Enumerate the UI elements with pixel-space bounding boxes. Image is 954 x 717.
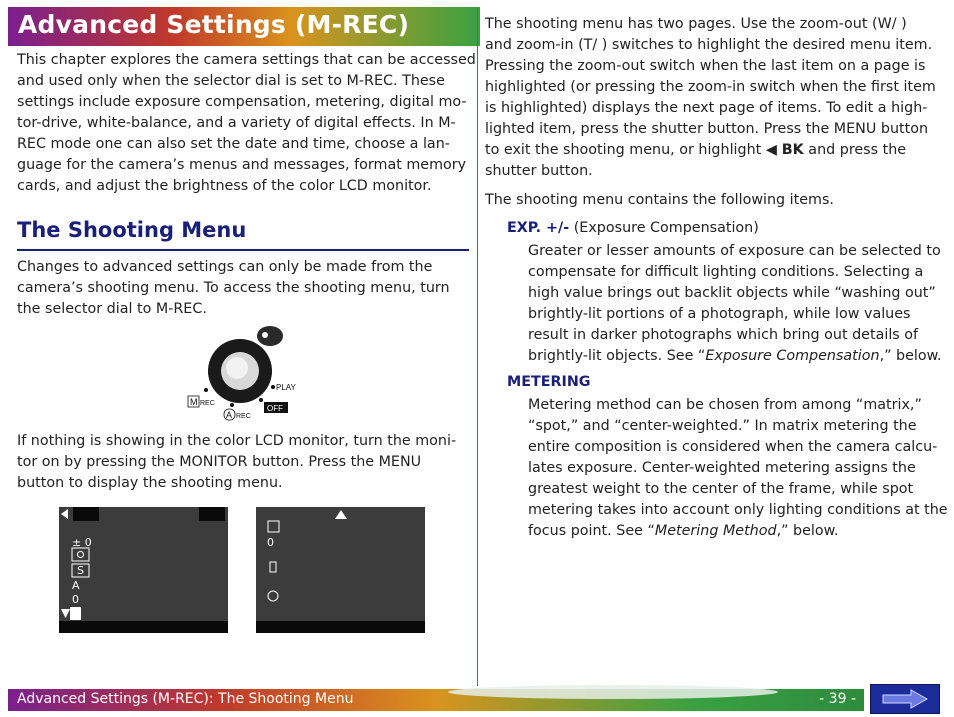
exp-line: brightly-lit objects. See “Exposure Compensation,” below. xyxy=(528,348,942,364)
right-line: lighted item, press the shutter button. Press the MENU button xyxy=(485,121,929,137)
title-banner xyxy=(8,7,480,46)
lcd-menu-page-1 xyxy=(59,507,228,633)
lcd-effect-value: 0 xyxy=(72,593,79,606)
highlight-block-icon xyxy=(70,607,81,620)
monitor-paragraph xyxy=(17,431,456,494)
selector-dial-illustration xyxy=(180,323,310,423)
dial-label-m: M xyxy=(190,397,198,407)
monitor-line: If nothing is showing in the color LCD monitor, turn the moni- xyxy=(17,433,457,449)
scroll-down-arrow-icon xyxy=(61,609,70,618)
intro-line: and used only when the selector dial is set to M-REC. These xyxy=(17,73,445,89)
lcd-menu-page-2 xyxy=(256,507,425,633)
intro-line: guage for the camera’s menus and messages, format memory xyxy=(17,157,467,173)
next-page-arrow-icon xyxy=(871,685,939,713)
metering-line: metering takes into account only lighting conditions at the xyxy=(528,502,948,518)
right-line: and zoom-in (T/ ) switches to highlight the desired menu item. xyxy=(485,37,933,53)
card-icon xyxy=(268,521,279,532)
bk-label: ◀ BK xyxy=(765,142,804,158)
next-page-button[interactable] xyxy=(870,684,940,714)
section-rule xyxy=(17,249,469,251)
right-line: is highlighted) displays the next page of items. To edit a high- xyxy=(485,100,928,116)
brightness-icon xyxy=(270,562,276,572)
intro-paragraph xyxy=(17,50,476,197)
dial-label-off: OFF xyxy=(267,404,283,413)
footer-swoosh xyxy=(448,685,778,699)
lcd-page2-value: 0 xyxy=(267,536,274,549)
intro-line: settings include exposure compensation, metering, digital mo- xyxy=(17,94,467,110)
contains-line: The shooting menu contains the following items. xyxy=(485,192,834,208)
lcd-page1-graphics xyxy=(59,507,228,633)
exp-line: Greater or lesser amounts of exposure can be selected to xyxy=(528,243,941,259)
metering-line: focus point. See “Metering Method,” below. xyxy=(528,523,839,539)
monitor-line: button to display the shooting menu. xyxy=(17,475,283,491)
section-line: camera’s shooting menu. To access the shooting menu, turn xyxy=(17,280,450,296)
section-heading: The Shooting Menu xyxy=(17,218,247,242)
scroll-up-arrow-icon xyxy=(335,510,347,519)
right-line: highlighted (or pressing the zoom-in switch when the first item xyxy=(485,79,936,95)
lcd-drive-label: S xyxy=(77,564,84,577)
clock-icon xyxy=(268,591,278,601)
section-line: Changes to advanced settings can only be made from the xyxy=(17,259,433,275)
metering-line: “spot,” and “center-weighted.” In matrix metering the xyxy=(528,418,917,434)
footer-bar xyxy=(8,689,864,711)
section-line: the selector dial to M-REC. xyxy=(17,301,207,317)
exp-line: result in darker photographs which bring out details of xyxy=(528,327,919,343)
monitor-line: tor on by pressing the MONITOR button. Press the MENU xyxy=(17,454,422,470)
exp-term: EXP. +/- (Exposure Compensation) xyxy=(507,220,759,236)
dial-label-a: A xyxy=(226,410,233,420)
right-line: The shooting menu has two pages. Use the zoom-out (W/ ) xyxy=(485,16,907,32)
lcd-page2-graphics xyxy=(256,507,425,633)
metering-line: Metering method can be chosen from among “matrix,” xyxy=(528,397,922,413)
dial-label-play: PLAY xyxy=(276,383,296,392)
dial-tab-dot xyxy=(262,332,268,338)
metering-method-link[interactable]: Metering Method xyxy=(654,523,777,539)
metering-line: lates exposure. Center-weighted metering assigns the xyxy=(528,460,916,476)
exp-line: brightly-lit portions of a photograph, while low values xyxy=(528,306,911,322)
right-line: Pressing the zoom-out switch when the last item on a page is xyxy=(485,58,926,74)
right-line: shutter button. xyxy=(485,163,593,179)
right-line: to exit the shooting menu, or highlight ◀ BK and press the xyxy=(485,142,907,158)
lcd-status-bar xyxy=(256,621,425,633)
dial-label-mrec: REC xyxy=(200,400,215,407)
intro-line: tor-drive, white-balance, and a variety of digital effects. In M- xyxy=(17,115,456,131)
lcd-wb-label: A xyxy=(72,579,80,592)
exp-description xyxy=(528,241,942,367)
lcd-exp-value: ± 0 xyxy=(72,536,92,549)
page-title: Advanced Settings (M-REC) xyxy=(18,10,410,39)
dial-tab xyxy=(257,326,283,346)
contains-paragraph xyxy=(485,190,834,211)
lcd-status-bar xyxy=(59,621,228,633)
intro-line: cards, and adjust the brightness of the color LCD monitor. xyxy=(17,178,432,194)
metering-line: greatest weight to the center of the frame, while spot xyxy=(528,481,914,497)
exposure-compensation-link[interactable]: Exposure Compensation xyxy=(705,348,880,364)
right-paragraph xyxy=(485,14,936,182)
intro-line: This chapter explores the camera settings that can be accessed xyxy=(17,52,476,68)
column-divider xyxy=(477,8,478,686)
metering-icon xyxy=(72,548,89,561)
exp-line: high value brings out backlit objects while “washing out” xyxy=(528,285,936,301)
exp-line: compensate for difficult lighting conditions. Selecting a xyxy=(528,264,924,280)
metering-description xyxy=(528,395,948,542)
metering-line: entire composition is considered when the camera calcu- xyxy=(528,439,938,455)
page-number: - 39 - xyxy=(819,691,856,707)
metering-term: METERING xyxy=(507,374,591,390)
footer-label: Advanced Settings (M-REC): The Shooting Menu xyxy=(17,691,354,707)
intro-line: REC mode one can also set the date and time, choose a lan- xyxy=(17,136,450,152)
page-left-arrow-icon xyxy=(61,509,68,519)
section-paragraph xyxy=(17,257,450,320)
dial-label-arec: REC xyxy=(236,413,251,420)
